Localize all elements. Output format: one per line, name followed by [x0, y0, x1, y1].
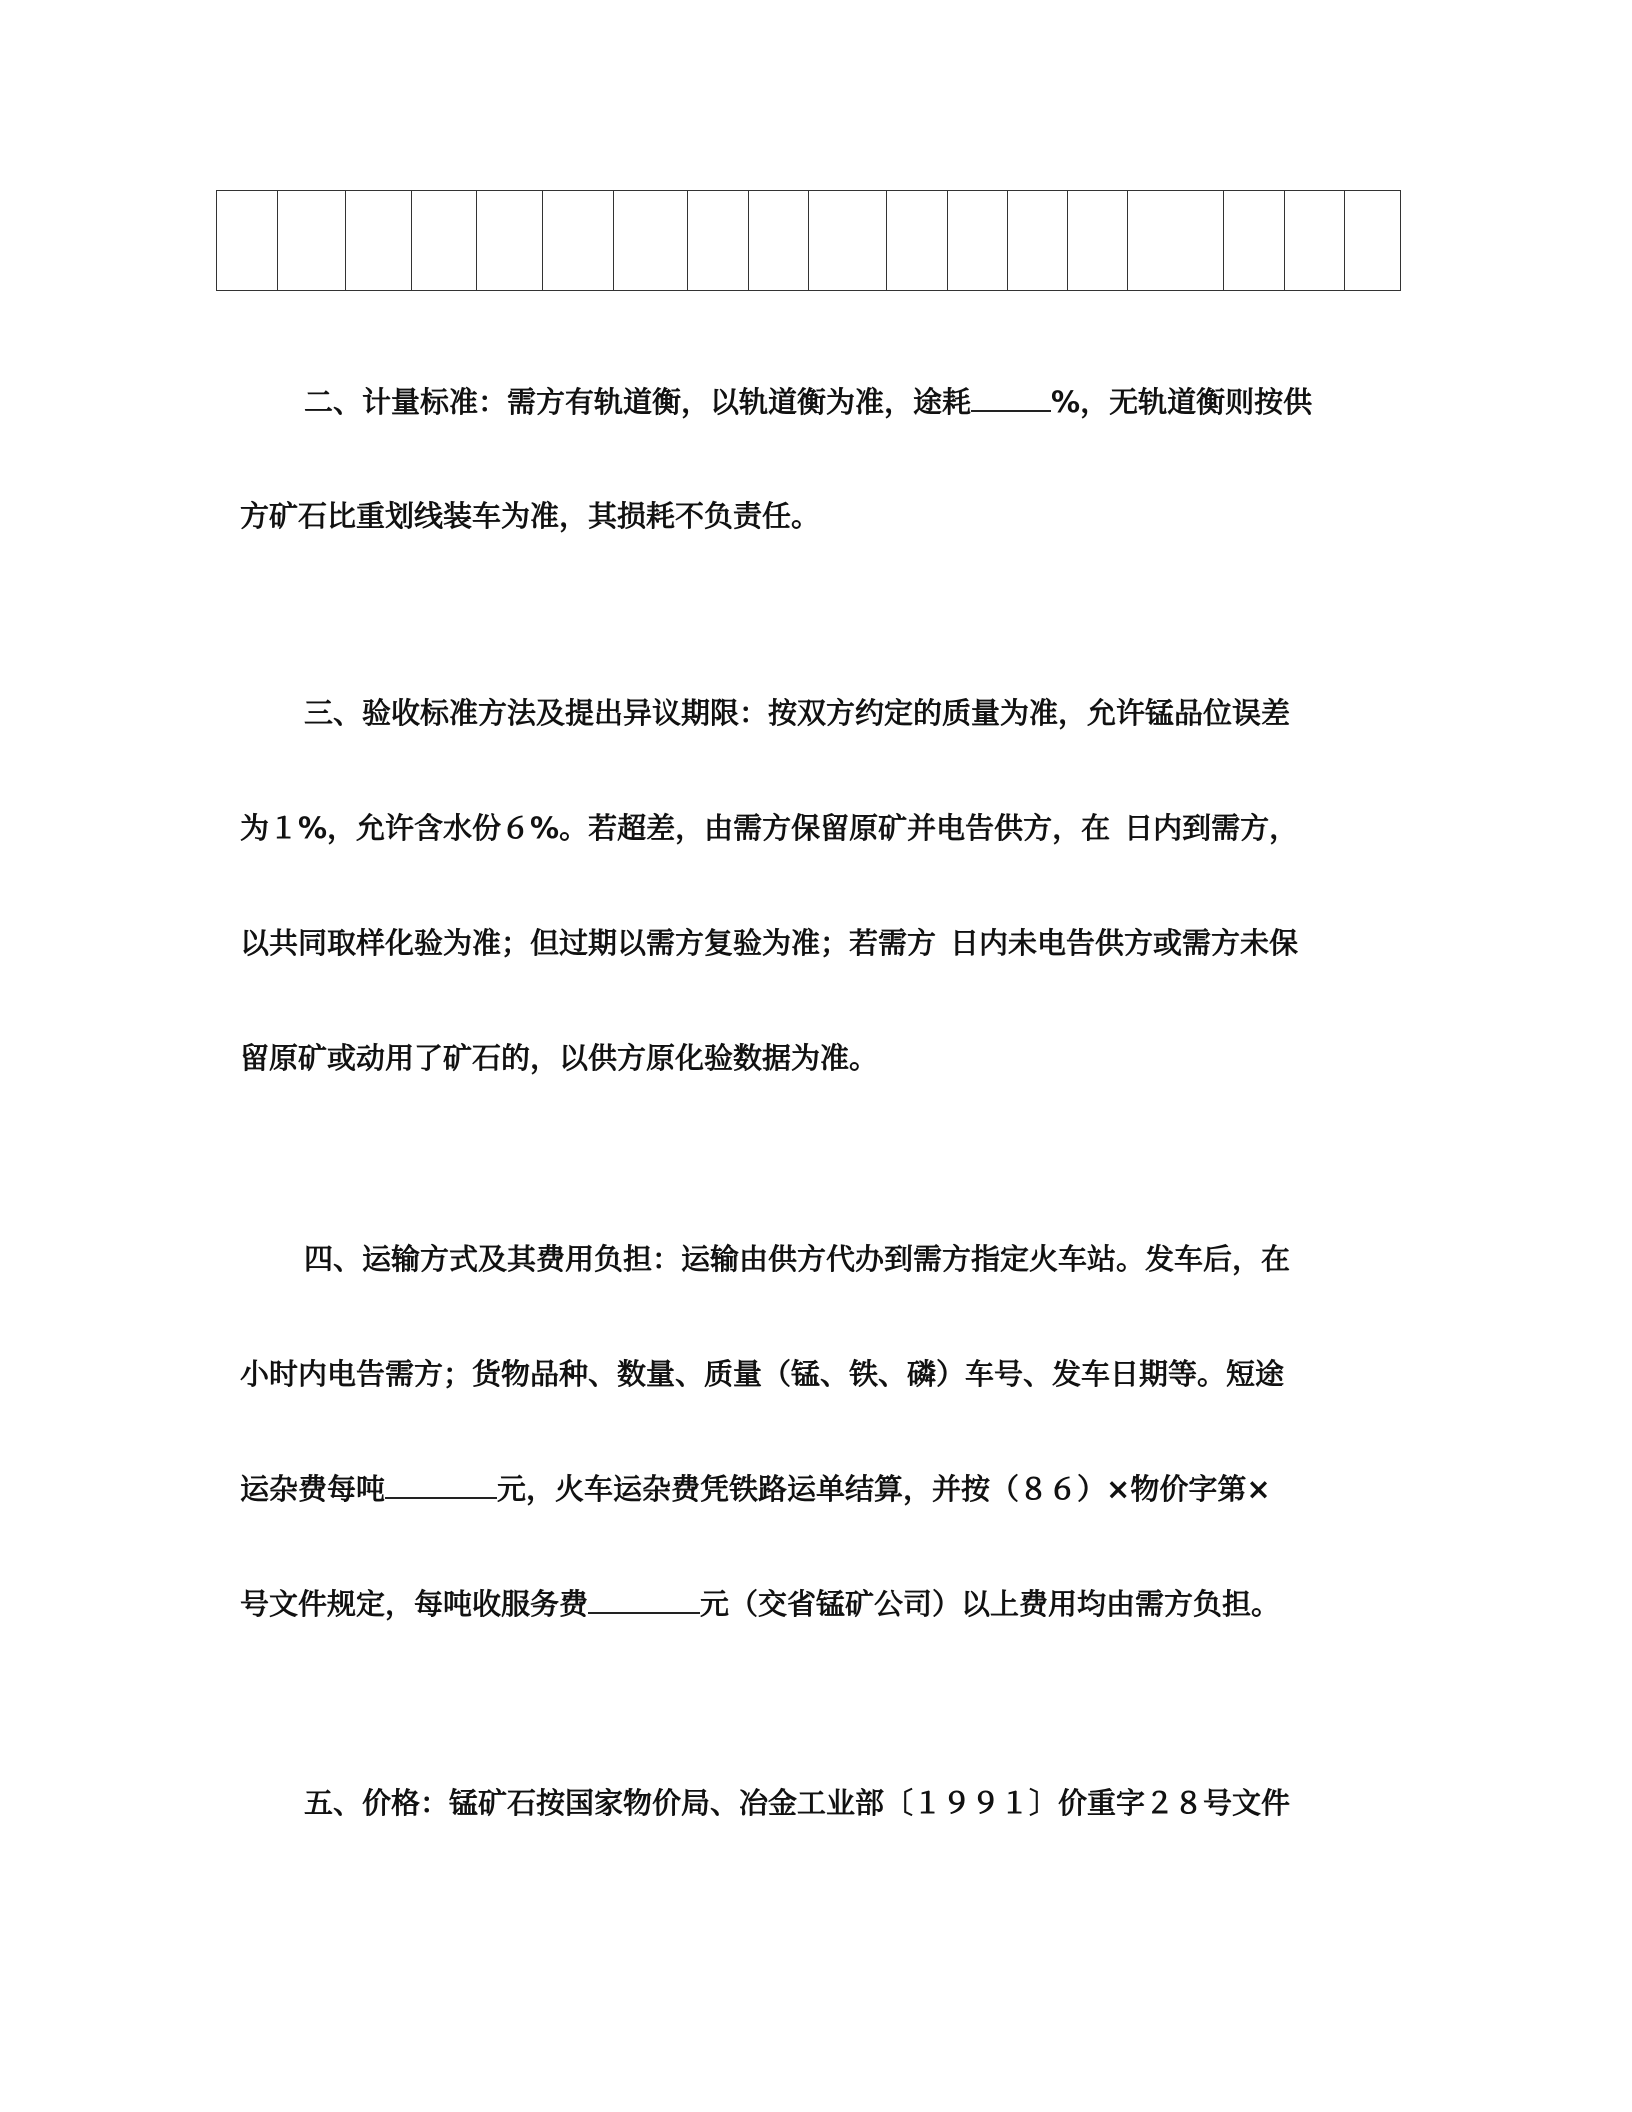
- table-cell: [887, 191, 948, 291]
- table-cell: [217, 191, 278, 291]
- section3-line2-b: 日内到需方，: [1124, 811, 1299, 845]
- section3-line3-a: 以共同取样化验为准；但过期以需方复验为准；若需方: [240, 926, 937, 960]
- wastage-blank[interactable]: [971, 382, 1051, 412]
- table-cell: [1285, 191, 1345, 291]
- section4-line3-a: 运杂费每吨: [240, 1472, 386, 1506]
- table-cell: [688, 191, 749, 291]
- table-cell: [614, 191, 688, 291]
- table-cell: [1224, 191, 1285, 291]
- table-cell: [412, 191, 477, 291]
- table-cell: [477, 191, 543, 291]
- blank-grid-table: [216, 190, 1401, 291]
- section3-line3-b: 日内未电告供方或需方未保: [950, 926, 1299, 960]
- table-cell: [1345, 191, 1401, 291]
- table-cell: [1128, 191, 1224, 291]
- table-row: [217, 191, 1401, 291]
- table-cell: [346, 191, 412, 291]
- section3-line1: 三、验收标准方法及提出异议期限：按双方约定的质量为准，允许锰品位误差: [304, 696, 1291, 730]
- section4-line4: [240, 1584, 1380, 1624]
- service-fee-blank[interactable]: [588, 1584, 700, 1614]
- table-cell: [543, 191, 614, 291]
- table-cell: [278, 191, 346, 291]
- section3-line3: [240, 923, 1380, 963]
- table-cell: [1008, 191, 1068, 291]
- section2-line2: 方矿石比重划线装车为准，其损耗不负责任。: [240, 499, 821, 533]
- table-cell: [809, 191, 887, 291]
- section4-line4-b: 元（交省锰矿公司）以上费用均由需方负担。: [700, 1587, 1281, 1621]
- section2-text-a: 二、计量标准：需方有轨道衡，以轨道衡为准，途耗: [304, 385, 972, 419]
- table-cell: [1068, 191, 1128, 291]
- section2-text-b: %，无轨道衡则按供: [1051, 385, 1313, 419]
- section4-line4-a: 号文件规定，每吨收服务费: [240, 1587, 589, 1621]
- freight-fee-blank[interactable]: [385, 1469, 497, 1499]
- table-cell: [749, 191, 809, 291]
- section4-line1: 四、运输方式及其费用负担：运输由供方代办到需方指定火车站。发车后，在: [304, 1242, 1291, 1276]
- section3-line2: [240, 808, 1380, 848]
- section4-line3-b: 元，火车运杂费凭铁路运单结算，并按（８６）×物价字第×: [497, 1472, 1271, 1506]
- section2-line1: [304, 382, 1444, 422]
- section5-line1: 五、价格：锰矿石按国家物价局、冶金工业部〔１９９１〕价重字２８号文件: [304, 1786, 1291, 1820]
- section3-line2-a: 为１%，允许含水份６%。若超差，由需方保留原矿并电告供方，在: [240, 811, 1111, 845]
- table-cell: [948, 191, 1008, 291]
- section4-line2: 小时内电告需方；货物品种、数量、质量（锰、铁、磷）车号、发车日期等。短途: [240, 1357, 1285, 1391]
- section4-line3: [240, 1469, 1380, 1509]
- section3-line4: 留原矿或动用了矿石的，以供方原化验数据为准。: [240, 1041, 879, 1075]
